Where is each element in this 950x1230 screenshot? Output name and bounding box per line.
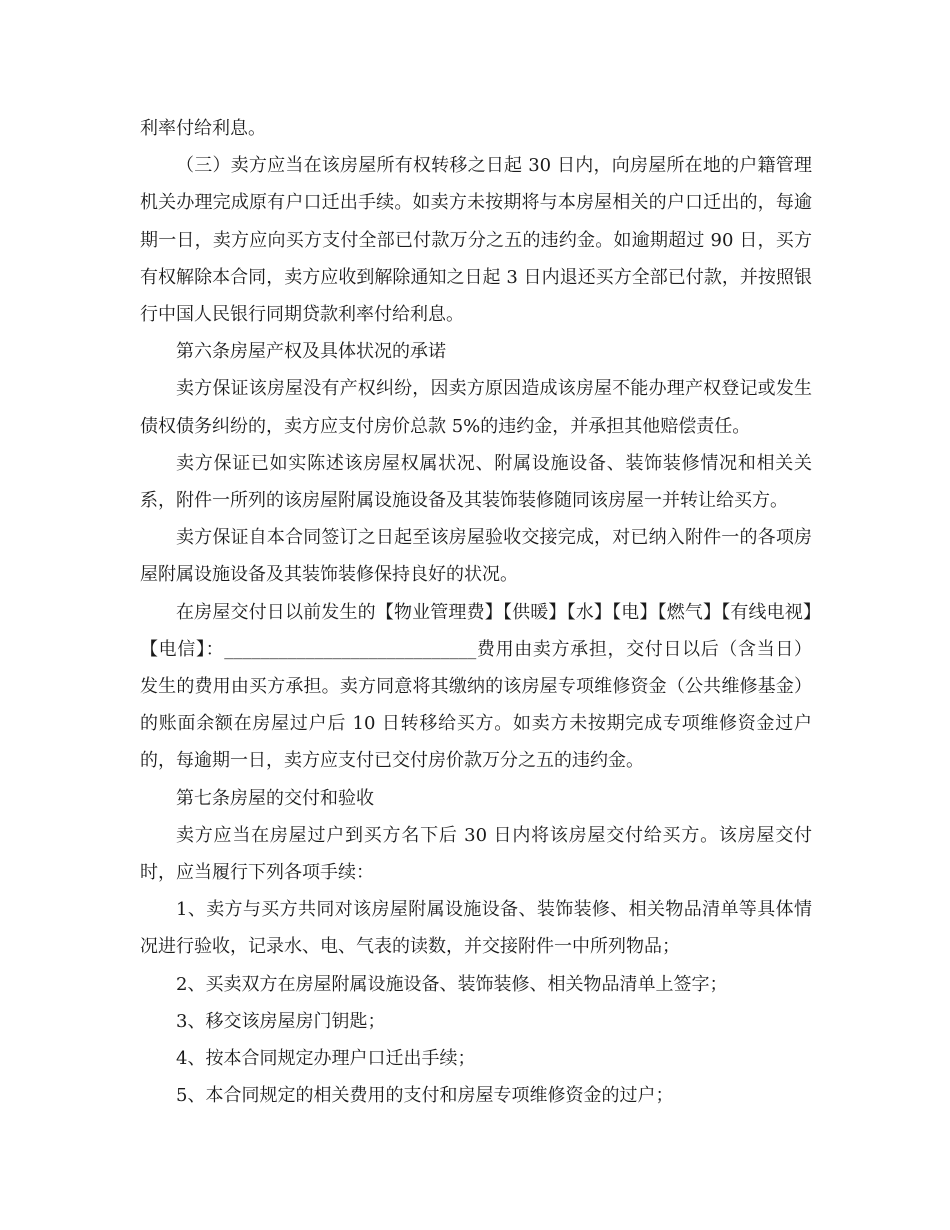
paragraph-truthful-statement: 卖方保证已如实陈述该房屋权属状况、附属设施设备、装饰装修情况和相关关系，附件一所列的该房屋附属设施设备及其装饰装修随同该房屋一并转让给买方。 [140, 452, 812, 512]
paragraph-clause-3: （三）卖方应当在该房屋所有权转移之日起 30 日内，向房屋所在地的户籍管理机关办理完成原有户口迁出手续。如卖方未按期将与本房屋相关的户口迁出的，每逾期一日，卖方应向买方支付全部已付款万分之五的违约金。如逾期超过 90 日，买方有权解除本合同，卖方应收到解除通知之日起 3 日内退还买方全部已付款，并按照银行中国人民银行同期贷款利率付给利息。 [140, 155, 812, 326]
document-page [140, 110, 812, 1114]
paragraph-no-dispute: 卖方保证该房屋没有产权纠纷，因卖方原因造成该房屋不能办理产权登记或发生债权债务纠纷的，卖方应支付房价总款 5%的违约金，并承担其他赔偿责任。 [140, 378, 812, 437]
heading-article-6: 第六条房屋产权及具体状况的承诺 [176, 341, 446, 363]
paragraph-continuation: 利率付给利息。 [140, 118, 266, 139]
list-item-1: 1、卖方与买方共同对该房屋附属设施设备、装饰装修、相关物品清单等具体情况进行验收，记录水、电、气表的读数，并交接附件一中所列物品； [140, 899, 812, 958]
paragraph-fees: 在房屋交付日以前发生的【物业管理费】【供暖】【水】【电】【燃气】【有线电视】【电信】：____________________________费用由卖方承担，交付日以后（含当日）发生的费用由买方承担。卖方同意将其缴纳的该房屋专项维修资金（公共维修基金）的账面余额在房屋过户后 10 日转移给买方。如卖方未按期完成专项维修资金过户的，每逾期一日，卖方应支付已交付房价款万分之五的违约金。 [140, 601, 812, 772]
list-item-2: 2、买卖双方在房屋附属设施设备、装饰装修、相关物品清单上签字； [176, 973, 728, 995]
paragraph-maintain-condition: 卖方保证自本合同签订之日起至该房屋验收交接完成，对已纳入附件一的各项房屋附属设施设备及其装饰装修保持良好的状况。 [140, 527, 812, 586]
paragraph-delivery: 卖方应当在房屋过户到买方名下后 30 日内将该房屋交付给买方。该房屋交付时，应当履行下列各项手续： [140, 824, 812, 884]
list-item-3: 3、移交该房屋房门钥匙； [176, 1010, 386, 1032]
list-item-4: 4、按本合同规定办理户口迁出手续； [176, 1048, 476, 1070]
heading-article-7: 第七条房屋的交付和验收 [176, 787, 374, 809]
list-item-5: 5、本合同规定的相关费用的支付和房屋专项维修资金的过户； [176, 1085, 674, 1107]
